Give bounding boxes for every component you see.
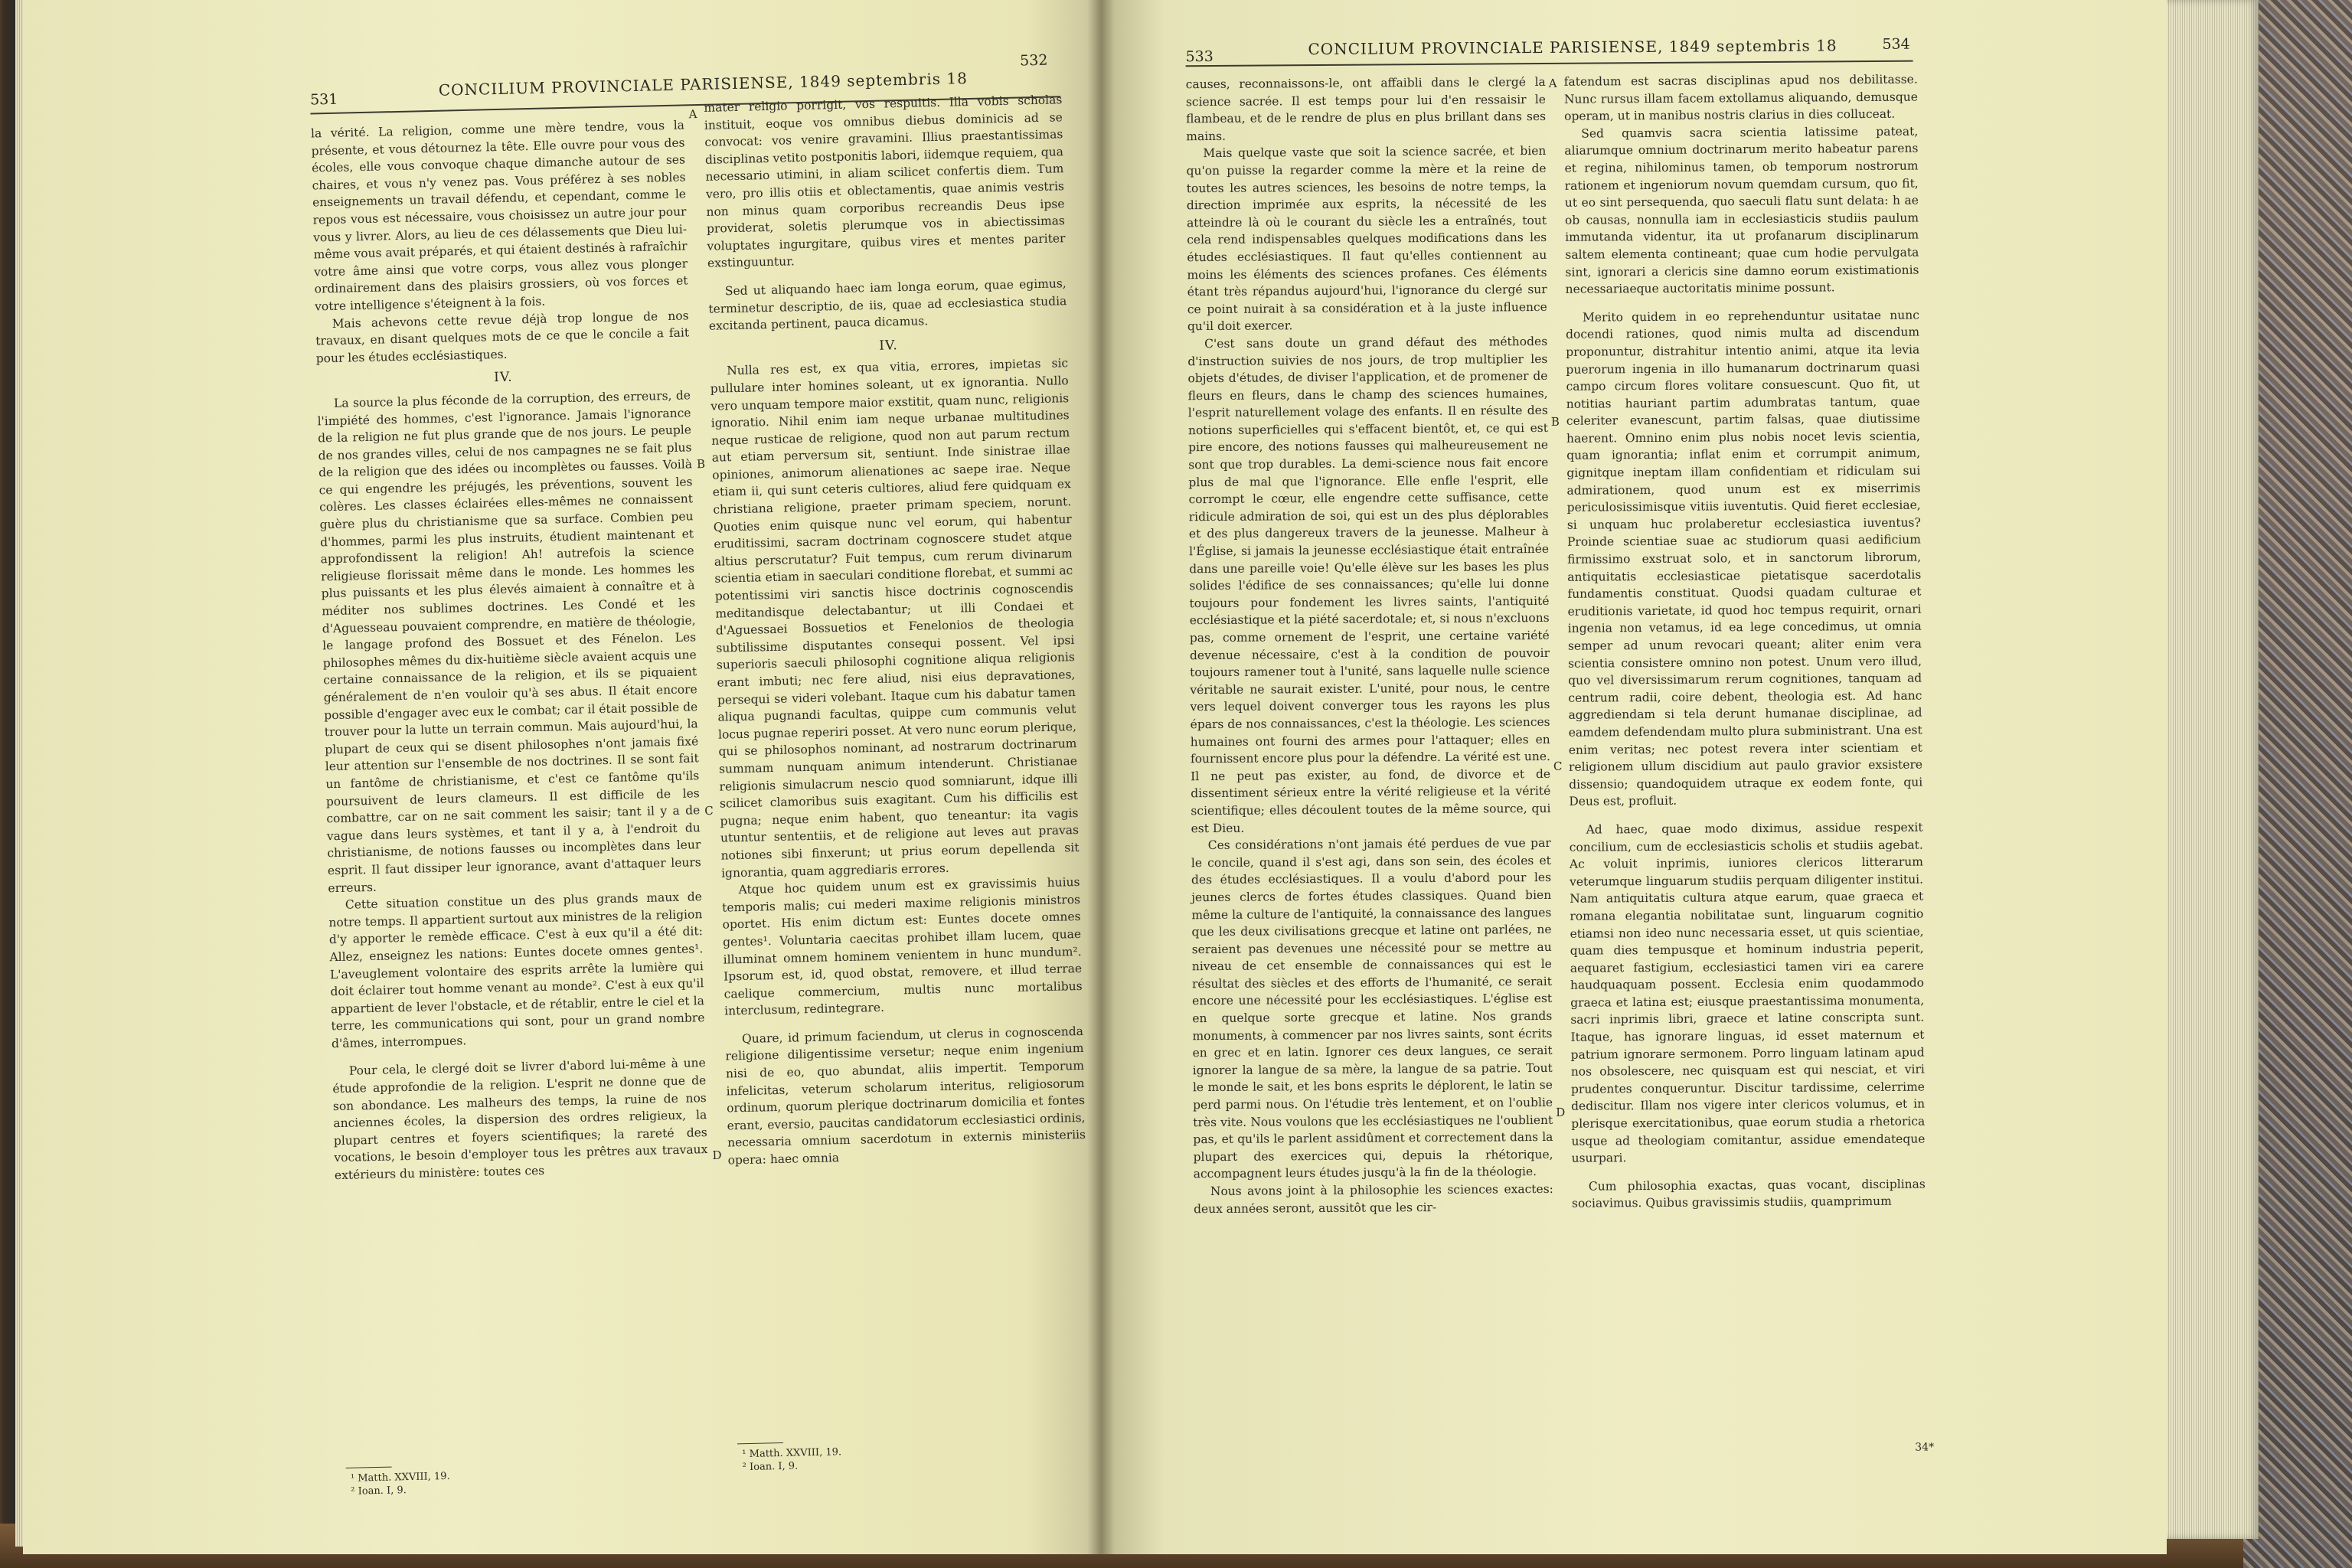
running-header: CONCILIUM PROVINCIALE PARISIENSE, 1849 septembris 18	[438, 69, 969, 100]
margin-marker: A	[1548, 76, 1557, 90]
french-column	[1186, 74, 1553, 1217]
latin-column	[1564, 71, 1926, 1213]
paragraph: Ad haec, quae modo diximus, assidue respexit concilium, cum de ecclesiasticis scholis et studiis agebat. Ac voluit inprimis, iuniores clericos litterarum veterumque linguarum studiis perquam diligenter institui. Nam antiquitatis cultura atque earum, quae graeca et romana elegantia nobilitatae sunt, linguarum cognitio etiamsi non ideo nunc necessaria esset, ut quis scientiae, quam dies tempusque et hominum industria peperit, aequaret fastigium, ecclesiastici tamen viri ea carere haudquaquam possent. Ecclesia enim quodammodo graeca et latina est; eiusque praestantissima monumenta, sacri inprimis libri, graece et latine conscripta sunt. Itaque, has ignorare linguas, id esset maternum et patrium ignorare sermonem. Porro linguam latinam apud nos obsolescere, nec quisquam est qui nesciat, et viri prudentes conqueruntur. Discitur tardissime, celerrime dediscitur. Illam nos vigere inter clericos volumus, et in plerisque exercitationibus, quae eorum studia a rhetorica usque ad theologiam comitantur, assidue emendateque usurpari.	[1569, 820, 1926, 1165]
margin-marker: B	[1550, 414, 1560, 429]
footnote: ¹ Matth. XXVIII, 19.	[742, 1446, 842, 1461]
footnote: ¹ Matth. XXVIII, 19.	[350, 1470, 450, 1485]
margin-marker: B	[696, 456, 706, 472]
margin-marker: C	[704, 803, 714, 818]
margin-marker: D	[712, 1148, 722, 1162]
carpet-texture	[2243, 0, 2352, 1568]
section-heading: IV.	[879, 337, 898, 354]
header-rule	[1186, 60, 1913, 67]
paragraph: Quare, id primum faciendum, ut clerus in cognoscenda religione diligentissime versetur; neque enim ingenium nisi de eo, quo abundat, aliis impertit. Temporum infelicitas, veterum scholarum interitus, religiosorum ordinum, quorum plerique doctrinarum domicilia et fontes erant, eversio, paucitas candidatorum ecclesiastici ordinis, necessaria omnium sacerdotum in externis ministeriis opera: haec omnia	[725, 1024, 1086, 1168]
paragraph: Merito quidem in eo reprehenduntur usitatae nunc docendi rationes, quod nimis multa ad discendum proponuntur, distrahitur intentio animi, atque ita levia puerorum ingenia in illo humanarum doctrinarum quasi campo circum flores volitare consuescunt. Quo fit, ut notitias hauriant partim adumbratas tantum, quae celeriter evanescunt, partim falsas, quae diutissime haerent. Omnino enim plus nobis nocet levis scientia, quam ignorantia; inflat enim et corrumpit animum, gignitque ineptam illam confidentiam et ridiculam sui admirationem, quod unum est ex miserrimis periculosissimisque vitiis iuventutis. Quid fieret ecclesiae, si unquam huc prolaberetur ecclesiastica iuventus? Proinde scientiae suae ac studiorum quasi aedificium firmissimo exstruat solo, et in sanctorum librorum, antiquitatis ecclesiasticae pietatisque sacerdotalis fundamentis constituat. Quodsi quadam culturae et eruditionis varietate, id quod hoc tempus requirit, ornari ingenia non vetamus, id ea lege concedimus, ut omnia semper ad unum revocari queant; aliter enim vera scientia consistere omnino non potest. Unum vero illud, quo vel diversissimarum rerum cognitiones, tanquam ad centrum radii, coire debent, theologia est. Ad hanc aggrediendam si tela derunt humanae disciplinae, ad eamdem defendendam multo plura subministrant. Una est enim veritas; nec potest revera inter scientiam et religionem ullum discidium aut paulo gravior exsistere dissensio; quandoquidem utraque ex eodem fonte, qui Deus est, profluit.	[1566, 308, 1923, 809]
paragraph: Cette situation constitue un des plus grands maux de notre temps. Il appartient surtout aux ministres de la religion d'y apporter le remède efficace. C'est à eux qu'il a été dit: Allez, enseignez les nations: Euntes docete omnes gentes¹. L'aveuglement volontaire des esprits arrête la lumière qui doit éclairer tout homme venant au monde². C'est à eux qu'il appartient de lever l'obstacle, et de rétablir, entre le ciel et la terre, les communications qui sont, pour un grand nombre d'âmes, interrompues.	[328, 890, 705, 1051]
paragraph: La source la plus féconde de la corruption, des erreurs, de l'impiété des hommes, c'est l'ignorance. Jamais l'ignorance de la religion ne fut plus grande que de nos jours. Le peuple de nos grandes villes, celui de nos campagnes ne se fait plus de la religion que des idées ou incomplètes ou fausses. Voilà ce qui engendre les préjugés, les préventions, souvent les colères. Les classes éclairées elles-mêmes ne connaissent guère plus du christianisme que sa surface. Combien peu d'hommes, parmi les plus instruits, étudient maintenant et approfondissent la religion! Ah! autrefois la science religieuse florissait même dans le monde. Les hommes les plus puissants et les plus élevés aimaient à connaître et à méditer nos sublimes doctrines. Les Condé et les d'Aguesseau pouvaient comprendre, en matière de théologie, le langage profond des Bossuet et des Fénelon. Les philosophes mêmes du dix-huitième siècle avaient acquis une certaine connaissance de la religion, et ils se piquaient généralement de n'en vouloir qu'à ses abus. Il était encore possible d'engager avec eux le combat; car il était possible de trouver pour la lutte un terrain commun. Mais aujourd'hui, la plupart de ceux qui se disent philosophes n'ont jamais fixé leur attention sur l'ensemble de nos doctrines. Il se sont fait un fantôme de christianisme, et c'est ce fantôme qu'ils poursuivent de leurs clameurs. Il est difficile de les combattre, car on ne sait comment les saisir; tant il y a de vague dans leurs systèmes, et tant il y a, à l'endroit du christianisme, de notions fausses ou incomplètes dans leur esprit. Il faut dissiper leur ignorance, avant d'attaquer leurs erreurs.	[317, 388, 701, 895]
open-book	[15, 0, 2151, 1554]
left-page	[23, 0, 1101, 1554]
margin-marker: A	[688, 107, 697, 122]
page-number: 532	[1019, 51, 1048, 70]
book-gutter	[1087, 0, 1115, 1554]
margin-marker: D	[1556, 1105, 1566, 1119]
paragraph: Atque hoc quidem unum est ex gravissimis huius temporis malis; cui mederi maxime religionis ministros oportet. His enim dictum est: Euntes docete omnes gentes¹. Voluntaria caecitas prohibet illam lucem, quae illuminat omnem hominem venientem in hunc mundum². Ipsorum est, id, quod obstat, removere, et illud terrae caelique commercium, multis nunc mortalibus interclusum, redintegrare.	[721, 875, 1083, 1018]
footnote-rule	[737, 1442, 783, 1444]
page-number: 534	[1882, 35, 1910, 53]
margin-marker: C	[1553, 759, 1563, 773]
paragraph: Cum philosophia exactas, quas vocant, disciplinas sociavimus. Quibus gravissimis studiis, quamprimum	[1571, 1177, 1926, 1211]
signature-mark: 34*	[1915, 1441, 1935, 1454]
right-page	[1101, 0, 2167, 1554]
paragraph: Pour cela, le clergé doit se livrer d'abord lui-même à une étude approfondie de la religion. L'esprit ne donne que de son abondance. Les malheurs des temps, la ruine de nos anciennes écoles, la dispersion des ordres religieux, la plupart centres et foyers scientifiques; la rareté des vocations, le besoin d'employer tous les prêtres aux travaux extérieurs du ministère: toutes ces	[332, 1056, 708, 1183]
footnote-rule	[346, 1467, 392, 1468]
paragraph: Sed ut aliquando haec iam longa eorum, quae egimus, terminetur descriptio, de iis, quae ad ecclesiastica studia excitanda pertinent, pauca dicamus.	[708, 276, 1067, 333]
paragraph: C'est sans doute un grand défaut des méthodes d'instruction suivies de nos jours, de trop multiplier les objets d'études, de diviser l'application, et de promener de fleurs en fleurs, dans le champ des sciences humaines, l'esprit naturellement volage des enfants. Il en résulte des notions superficielles qui s'effacent bientôt, et, ce qui est pire encore, des notions fausses qui malheureusement ne sont que trop durables. La demi-science nous fait encore plus de mal que l'ignorance. Elle enfle l'esprit, elle corrompt le cœur, elle engendre cette suffisance, cette ridicule admiration de soi, qui est un des plus déplorables et des plus dangereux travers de la jeunesse. Malheur à l'Église, si jamais la jeunesse ecclésiastique était entraînée dans une pareille voie! Qu'elle élève sur les bases les plus solides l'édifice de ses connaissances; qu'elle lui donne toujours pour fondement les livres saints, l'antiquité ecclésiastique et la piété sacerdotale; et, si nous n'excluons pas, comme ornement de l'esprit, une certaine variété devenue nécessaire, c'est à la condition de pouvoir toujours ramener tout à l'unité, sans laquelle nulle science véritable ne saurait exister. L'unité, pour nous, le centre vers lequel doivent converger tous les rayons les plus épars de nos connaissances, c'est la théologie. Les sciences humaines ont fourni des armes pour l'attaquer; elles en fournissent encore plus pour la défendre. La vérité est une. Il ne peut pas exister, au fond, de divorce et de dissentiment sérieux entre la vérité religieuse et la vérité scientifique; elles découlent toutes de la même source, qui est Dieu.	[1187, 334, 1551, 835]
footnote: ² Ioan. I, 9.	[742, 1460, 799, 1474]
latin-column	[704, 91, 1086, 1169]
paragraph: causes, reconnaissons-le, ont affaibli dans le clergé la science sacrée. Il est temps pour lui d'en ressaisir le flambeau, et de le rendre de plus en plus brillant dans ses mains.	[1185, 74, 1547, 144]
page-number: 533	[1185, 47, 1214, 66]
paragraph: mater religio porrigit, vos respuitis. Illa vobis scholas instituit, eoque vos omnibus diebus dominicis ad se convocat: vos venire gravamini. Illius praestantissimas disciplinas vetito postponitis labori, iidemque requiem, qua necessario utimini, in aliam scilicet confertis diem. Tum vero, pro illis otiis et oblectamentis, quae animis vestris non minus quam corporibus recreandis Deus ipse providerat, soletis plerumque vos in abiectissimas voluptates ingurgitare, quibus vires et mentes pariter exstinguuntur.	[704, 93, 1066, 271]
paragraph: fatendum est sacras disciplinas apud nos debilitasse. Nunc rursus illam facem extollamus aliquando, demusque operam, ut in manibus nostris clarius in dies colluceat.	[1563, 72, 1918, 123]
paragraph: la vérité. La religion, comme une mère tendre, vous la présente, et vous détournez la tête. Elle ouvre pour vous des écoles, elle vous convoque chaque dimanche autour de ses chaires, et vous n'y venez pas. Vous préférez à ses nobles enseignements un travail défendu, et cependant, comme le repos vous est nécessaire, vous choisissez un autre jour pour vous y livrer. Alors, au lieu de ces délassements que Dieu lui-même vous avait préparés, et qui étaient destinés à rafraîchir votre âme ainsi que votre corps, vous allez vous plonger ordinairement dans des plaisirs grossiers, où vos forces et votre intelligence s'éteignent à la fois.	[310, 118, 688, 314]
page-number: 531	[309, 90, 338, 109]
running-header: CONCILIUM PROVINCIALE PARISIENSE, 1849 septembris 18	[1308, 36, 1838, 59]
section-heading: IV.	[493, 369, 513, 386]
page-edges-right	[2155, 0, 2259, 1539]
footnote: ² Ioan. I, 9.	[351, 1485, 407, 1498]
paragraph: Nous avons joint à la philosophie les sciences exactes: deux années seront, aussitôt que les cir-	[1193, 1181, 1553, 1216]
paragraph: Mais quelque vaste que soit la science sacrée, et bien qu'on puisse la regarder comme la mère et la reine de toutes les autres sciences, les besoins de notre temps, la direction imprimée aux esprits, la nécessité de les atteindre là où le courant du siècle les a entraînés, tout cela rend indispensables quelques modifications dans les études ecclésiastiques. Il faut qu'elles contiennent au moins les éléments des sciences profanes. Ces éléments étant très répandus aujourd'hui, l'ignorance du clergé sur ce point nuirait à sa considération et à la juste influence qu'il doit exercer.	[1186, 144, 1547, 334]
paragraph: Mais achevons cette revue déjà trop longue de nos travaux, en disant quelques mots de ce que le concile a fait pour les études ecclésiastiques.	[315, 308, 690, 366]
footnotes	[351, 1470, 450, 1498]
paragraph: Ces considérations n'ont jamais été perdues de vue par le concile, quand il s'est agi, dans son sein, des écoles et des études ecclésiastiques. Il a voulu d'abord pour les jeunes clercs de fortes études classiques. Quand bien même la culture de l'antiquité, la connaissance des langues que les deux civilisations grecque et latine ont parlées, ne seraient pas devenues une nécessité pour se mettre au niveau de cet ensemble de connaissances qui est le résultat des siècles et des efforts de l'humanité, ce serait encore une nécessité pour les ecclésiastiques. L'église est en quelque sorte grecque et latine. Nos grands monuments, à commencer par nos livres saints, sont écrits en grec et en latin. Ignorer ces deux langues, ce serait ignorer la langue de sa mère, la langue de sa patrie. Tout le monde le sait, et les bons esprits le déplorent, le latin se perd parmi nous. On l'étudie très lentement, et on l'oublie très vite. Nous voulons que les ecclésiastiques ne l'oublient pas, et qu'ils le parlent assidûment et correctement dans la plupart des exercices qui, depuis la rhétorique, accompagnent leurs études jusqu'à la fin de la théologie.	[1191, 836, 1553, 1181]
paragraph: Nulla res est, ex qua vitia, errores, impietas sic pullulare inter homines soleant, ut ex ignorantia. Nullo vero unquam tempore maior exstitit, quam nunc, religionis ignoratio. Nihil enim iam neque urbanae multitudines neque rusticae de religione, quod non aut parum rectum aut etiam perversum sit, sentiunt. Inde sinistrae illae opiniones, animorum alienationes ac saepe irae. Neque etiam ii, qui sunt ceteris cultiores, aliud fere quidquam ex christiana religione, praeter primam speciem, norunt. Quoties enim quisque nunc vel eorum, qui habentur eruditissimi, sacram doctrinam cognoscere studet atque altius perscrutatur? Fuit tempus, cum rerum divinarum scientia etiam in saeculari conditione florebat, et summi ac potentissimi viri sanctis hisce doctrinis cognoscendis meditandisque delectabantur; ut illi Condaei et d'Aguessaei Bossuetios et Fenelonios de theologia subtilissime disputantes consequi possent. Vel ipsi superioris saeculi philosophi cognitione aliqua religionis erant imbuti; nec fere aliud, nisi eius depravationes, persequi se videri volebant. Itaque cum his dabatur tamen aliqua pugnandi facultas, quippe cum communis velut locus pugnae reperiri posset. At vero nunc eorum plerique, qui se philosophos nominant, ad nostrarum doctrinarum summam nunquam animum intenderunt. Christianae religionis simulacrum nescio quod somniarunt, idque illi scilicet clamoribus suis exagitant. Cum his difficilis est pugna; neque enim habent, quo teneantur: ita vagis utuntur sententiis, et de religione aut leves aut pravas notiones sibi finxerunt; ut prius eorum depellenda sit ignorantia, quam aggrediaris errores.	[710, 356, 1080, 880]
paragraph: Sed quamvis sacra scientia latissime pateat, aliarumque omnium doctrinarum merito habeatur parens et regina, nihilominus tamen, ob temporum nostrorum rationem et ingeniorum novum quemdam cursum, quo fit, ut eo sint persequenda, quo saeculi flatu sunt delata: h ae ob causas, nonnulla iam in ecclesiasticis studiis paulum immutanda videntur, ita ut profanarum disciplinarum saltem elementa contineant; quae cum hodie pervulgata sint, ignorari a clericis sine damno eorum existimationis necessariaeque auctoritatis minime possunt.	[1564, 124, 1919, 296]
footnotes	[742, 1446, 841, 1474]
french-column	[311, 116, 708, 1184]
